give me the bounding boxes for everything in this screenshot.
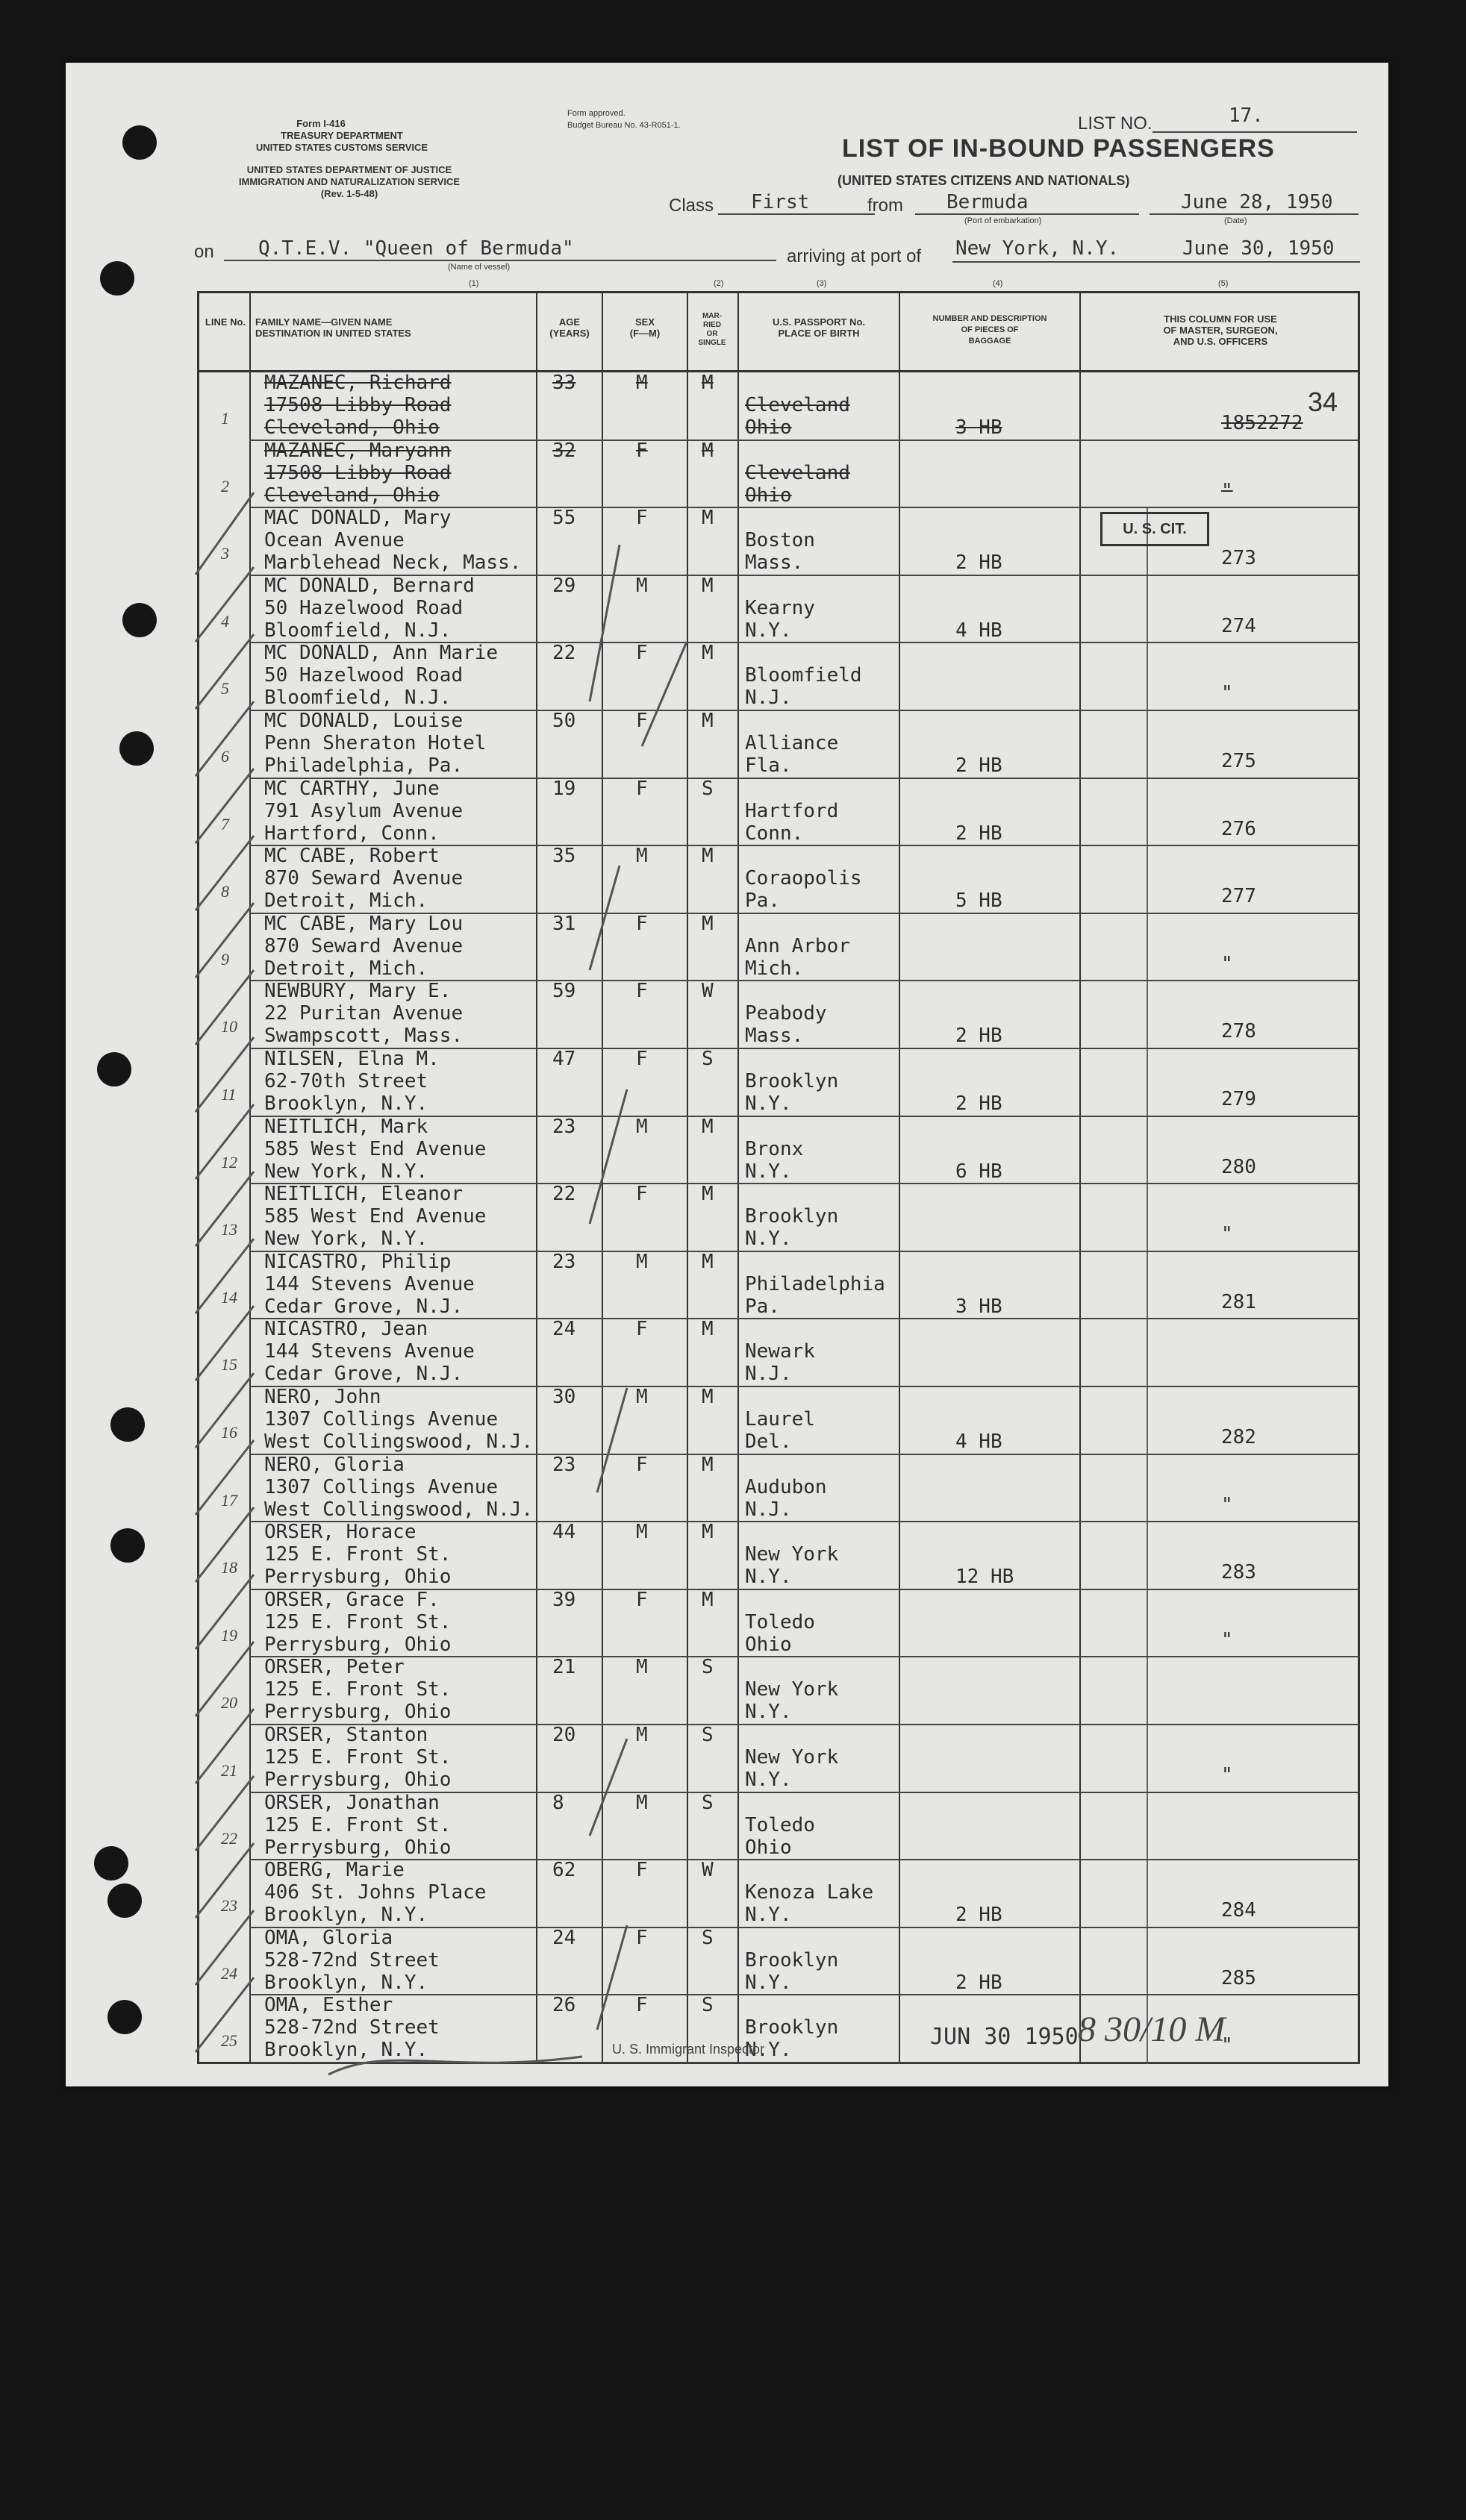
passenger-age: 55 [552, 507, 576, 530]
passenger-name-address: MC CABE, Mary Lou 870 Seward Avenue Detroit, Mich. [264, 912, 464, 980]
officer-number: 277 [1221, 885, 1256, 908]
passenger-age: 50 [552, 710, 576, 732]
marital-status: M [702, 507, 714, 530]
marital-status: S [702, 1724, 714, 1746]
marital-status: S [702, 1791, 714, 1814]
passenger-name-address: OMA, Esther 528-72nd Street Brooklyn, N.Y. [264, 1994, 440, 2062]
line-number: 25 [221, 2031, 237, 2051]
passenger-sex: F [636, 912, 648, 935]
passenger-age: 24 [552, 1926, 576, 1949]
line-number: 2 [221, 476, 229, 495]
baggage: 2 HB [955, 1904, 1002, 1927]
line-number: 10 [221, 1017, 237, 1037]
marital-status: M [702, 1115, 714, 1138]
officer-number: " [1221, 1223, 1233, 1246]
marital-status: M [702, 574, 714, 597]
col-num: (3) [817, 279, 827, 288]
line-number: 7 [221, 814, 229, 834]
officer-number: 281 [1221, 1290, 1256, 1313]
place-of-birth: Peabody Mass. [745, 1002, 827, 1048]
passenger-sex: F [636, 1588, 648, 1611]
col-num: (1) [469, 279, 479, 288]
line-number: 11 [221, 1085, 237, 1104]
marital-status: M [702, 1250, 714, 1273]
officer-number: " [1221, 682, 1233, 705]
marital-status: M [702, 642, 714, 665]
passenger-name-address: MC CARTHY, June 791 Asylum Avenue Hartford, Conn. [264, 777, 464, 845]
passenger-age: 22 [552, 1183, 576, 1206]
place-of-birth: Cleveland Ohio [745, 461, 850, 507]
place-of-birth: New York N.Y. [745, 1678, 839, 1724]
passenger-sex: F [636, 1318, 648, 1341]
line-number: 20 [221, 1693, 237, 1713]
marital-status: S [702, 1656, 714, 1679]
line-number: 3 [221, 544, 229, 563]
passenger-sex: F [636, 1048, 648, 1070]
marital-status: S [702, 1994, 714, 2017]
line-number: 18 [221, 1558, 237, 1578]
passenger-sex: M [636, 1656, 648, 1679]
line-number: 22 [221, 1828, 237, 1848]
passenger-sex: F [636, 710, 648, 732]
passenger-sex: M [636, 1791, 648, 1814]
baggage: 3 HB [955, 416, 1002, 439]
officer-number: " [1221, 1628, 1233, 1651]
officer-number: " [1221, 1764, 1233, 1786]
passenger-age: 22 [552, 642, 576, 665]
passenger-name-address: MAZANEC, Richard 17508 Libby Road Cleveland, Ohio [264, 372, 452, 439]
passenger-age: 47 [552, 1048, 576, 1070]
place-of-birth: Hartford Conn. [745, 799, 839, 845]
col-num: (4) [993, 279, 1003, 288]
passenger-name-address: ORSER, Grace F. 125 E. Front St. Perrysburg, Ohio [264, 1588, 452, 1656]
passenger-sex: M [636, 574, 648, 597]
vessel-name: Q.T.E.V. "Queen of Bermuda" [258, 237, 574, 260]
agency-line: (Rev. 1-5-48) [320, 188, 378, 199]
baggage: 12 HB [955, 1566, 1014, 1589]
from-value: Bermuda [946, 191, 1029, 213]
line-number: 1 [221, 409, 229, 428]
marital-status: M [702, 912, 714, 935]
line-number: 13 [221, 1220, 237, 1239]
passenger-name-address: NERO, John 1307 Collings Avenue West Collingswood, N.J. [264, 1386, 534, 1453]
col-header-officers: THIS COLUMN FOR USE OF MASTER, SURGEON, AND U.S. OFFICERS [1163, 313, 1278, 347]
passenger-age: 20 [552, 1724, 576, 1746]
marital-status: M [702, 845, 714, 868]
passenger-sex: M [636, 1521, 648, 1544]
baggage: 2 HB [955, 551, 1002, 575]
officer-number: 276 [1221, 817, 1256, 840]
page-title: LIST OF IN-BOUND PASSENGERS [842, 134, 1275, 163]
officer-number: 278 [1221, 1020, 1256, 1043]
baggage: 3 HB [955, 1295, 1002, 1318]
list-no-label: LIST NO. [1078, 113, 1152, 134]
passenger-sex: M [636, 1115, 648, 1138]
passenger-age: 62 [552, 1859, 576, 1882]
officer-number: 275 [1221, 750, 1256, 772]
place-of-birth: Cleveland Ohio [745, 394, 850, 439]
line-number: 19 [221, 1625, 237, 1645]
place-of-birth: Philadelphia Pa. [745, 1272, 885, 1318]
place-of-birth: Laurel Del. [745, 1408, 815, 1453]
passenger-name-address: NICASTRO, Jean 144 Stevens Avenue Cedar Grove, N.J. [264, 1318, 475, 1386]
passenger-sex: F [636, 1926, 648, 1949]
passenger-name-address: NICASTRO, Philip 144 Stevens Avenue Cedar Grove, N.J. [264, 1250, 475, 1318]
budget-bureau: Budget Bureau No. 43-R051-1. [567, 121, 681, 130]
passenger-sex: F [636, 1994, 648, 2017]
marital-status: M [702, 1386, 714, 1408]
form-number: Form I-416 [296, 118, 346, 129]
passenger-name-address: MC DONALD, Louise Penn Sheraton Hotel Philadelphia, Pa. [264, 710, 487, 777]
passenger-name-address: ORSER, Jonathan 125 E. Front St. Perrysburg, Ohio [264, 1791, 452, 1859]
marital-status: M [702, 1521, 714, 1544]
place-of-birth: Brooklyn N.Y. [745, 1070, 839, 1115]
passenger-name-address: OBERG, Marie 406 St. Johns Place Brooklyn, N.Y. [264, 1859, 487, 1927]
passenger-sex: F [636, 777, 648, 800]
passenger-age: 21 [552, 1656, 576, 1679]
passenger-age: 33 [552, 372, 576, 394]
passenger-age: 23 [552, 1453, 576, 1476]
on-label: on [194, 242, 214, 262]
col-header-name: FAMILY NAME—GIVEN NAME DESTINATION IN UNITED STATES [255, 316, 411, 339]
col-header-baggage: NUMBER AND DESCRIPTION OF PIECES OF BAGGAGE [932, 314, 1047, 346]
passenger-age: 30 [552, 1386, 576, 1408]
marital-status: W [702, 980, 714, 1003]
marital-status: M [702, 1588, 714, 1611]
col-header-married: MAR- RIED OR SINGLE [698, 312, 726, 347]
arrival-port: New York, N.Y. [955, 237, 1120, 260]
passenger-name-address: MAZANEC, Maryann 17508 Libby Road Cleveland, Ohio [264, 439, 452, 507]
passenger-name-address: NERO, Gloria 1307 Collings Avenue West Collingswood, N.J. [264, 1453, 534, 1521]
vessel-caption: (Name of vessel) [448, 263, 511, 272]
handwritten-time: 8 30/10 M [1078, 2010, 1226, 2049]
line-number: 6 [221, 747, 229, 766]
line-number: 16 [221, 1423, 237, 1442]
passenger-sex: M [636, 1724, 648, 1746]
place-of-birth: Boston Mass. [745, 529, 815, 575]
officer-number: " [1221, 952, 1233, 975]
passenger-name-address: NEITLICH, Eleanor 585 West End Avenue New York, N.Y. [264, 1183, 487, 1251]
passenger-age: 26 [552, 1994, 576, 2017]
baggage: 2 HB [955, 754, 1002, 777]
agency-line: UNITED STATES CUSTOMS SERVICE [255, 142, 428, 153]
agency-line: TREASURY DEPARTMENT [281, 130, 403, 141]
line-number: 15 [221, 1355, 237, 1375]
passenger-sex: F [636, 1859, 648, 1882]
passenger-age: 8 [552, 1791, 564, 1814]
passenger-age: 19 [552, 777, 576, 800]
passenger-age: 35 [552, 845, 576, 868]
passenger-age: 23 [552, 1115, 576, 1138]
officer-number: 283 [1221, 1561, 1256, 1584]
baggage: 2 HB [955, 822, 1002, 845]
passenger-age: 23 [552, 1250, 576, 1273]
marital-status: M [702, 1183, 714, 1206]
passenger-sex: F [636, 642, 648, 665]
col-num: (2) [714, 279, 724, 288]
place-of-birth: New York N.Y. [745, 1746, 839, 1791]
marital-status: S [702, 1048, 714, 1070]
passenger-name-address: MC DONALD, Ann Marie 50 Hazelwood Road Bloomfield, N.J. [264, 642, 499, 710]
passenger-age: 32 [552, 439, 576, 462]
marital-status: M [702, 439, 714, 462]
passenger-sex: F [636, 980, 648, 1003]
passenger-sex: F [636, 439, 648, 462]
passenger-name-address: NEWBURY, Mary E. 22 Puritan Avenue Swampscott, Mass. [264, 980, 464, 1048]
passenger-sex: M [636, 845, 648, 868]
col-header-line: LINE No. [205, 316, 246, 328]
place-of-birth: Kenoza Lake N.Y. [745, 1881, 874, 1927]
passenger-sex: M [636, 1386, 648, 1408]
place-of-birth: Kearny N.Y. [745, 596, 815, 642]
col-num: (5) [1218, 279, 1229, 288]
line-number: 8 [221, 882, 229, 901]
officer-number: 279 [1221, 1088, 1256, 1110]
agency-line: UNITED STATES DEPARTMENT OF JUSTICE [246, 164, 452, 175]
date-caption: (Date) [1224, 216, 1247, 225]
place-of-birth: Alliance Fla. [745, 732, 839, 777]
baggage: 2 HB [955, 1025, 1002, 1048]
passenger-name-address: ORSER, Horace 125 E. Front St. Perrysburg, Ohio [264, 1521, 452, 1589]
agency-line: IMMIGRATION AND NATURALIZATION SERVICE [238, 176, 461, 187]
list-no-value: 17. [1229, 104, 1264, 127]
place-of-birth: Brooklyn N.Y. [745, 1205, 839, 1251]
page-subtitle: (UNITED STATES CITIZENS AND NATIONALS) [838, 173, 1130, 188]
line-number: 21 [221, 1761, 237, 1780]
passenger-name-address: MAC DONALD, Mary Ocean Avenue Marblehead Neck, Mass. [264, 507, 522, 575]
date-stamp: JUN 30 1950 [930, 2024, 1079, 2050]
passenger-sex: F [636, 1183, 648, 1206]
col-header-sex: SEX (F—M) [629, 316, 661, 339]
passenger-name-address: NEITLICH, Mark 585 West End Avenue New York, N.Y. [264, 1115, 487, 1183]
class-value: First [751, 191, 810, 213]
passenger-age: 44 [552, 1521, 576, 1544]
officer-number: " [1221, 1493, 1233, 1516]
passenger-sex: F [636, 1453, 648, 1476]
line-number: 24 [221, 1963, 237, 1983]
baggage: 4 HB [955, 619, 1002, 642]
passenger-age: 24 [552, 1318, 576, 1341]
place-of-birth: Coraopolis Pa. [745, 867, 862, 913]
passenger-age: 39 [552, 1588, 576, 1611]
officer-number: 274 [1221, 614, 1256, 637]
place-of-birth: Brooklyn N.Y. [745, 1948, 839, 1994]
officer-number: " [1221, 2034, 1233, 2057]
line-number: 4 [221, 611, 229, 631]
baggage: 2 HB [955, 1971, 1002, 1994]
form-approved: Form approved. [567, 109, 626, 118]
passenger-age: 59 [552, 980, 576, 1003]
officer-number: " [1221, 479, 1233, 502]
place-of-birth: Bronx N.Y. [745, 1137, 804, 1183]
place-of-birth: Newark N.J. [745, 1340, 815, 1386]
arrival-date: June 30, 1950 [1182, 237, 1335, 260]
baggage: 4 HB [955, 1431, 1002, 1453]
place-of-birth: New York N.Y. [745, 1543, 839, 1589]
baggage: 2 HB [955, 1092, 1002, 1115]
officer-number: 273 [1221, 547, 1256, 570]
passenger-name-address: OMA, Gloria 528-72nd Street Brooklyn, N.Y. [264, 1926, 440, 1994]
passenger-name-address: NILSEN, Elna M. 62-70th Street Brooklyn, N.Y. [264, 1048, 440, 1115]
date-from: June 28, 1950 [1181, 191, 1333, 213]
margin-number: 34 [1308, 387, 1338, 417]
col-header-age: AGE (YEARS) [549, 316, 590, 339]
baggage: 6 HB [955, 1160, 1002, 1183]
place-of-birth: Toledo Ohio [745, 1813, 815, 1859]
us-citizen-stamp: U. S. CIT. [1100, 512, 1209, 546]
passenger-age: 29 [552, 574, 576, 597]
line-number: 14 [221, 1287, 237, 1307]
arriving-label: arriving at port of [787, 246, 922, 266]
line-number: 17 [221, 1490, 237, 1510]
place-of-birth: Bloomfield N.J. [745, 664, 862, 710]
place-of-birth: Brooklyn N.Y. [745, 2016, 839, 2062]
officer-number: 284 [1221, 1899, 1256, 1922]
passenger-sex: M [636, 1250, 648, 1273]
passenger-sex: M [636, 372, 648, 394]
passenger-sex: F [636, 507, 648, 530]
marital-status: S [702, 1926, 714, 1949]
from-label: from [867, 196, 903, 216]
passenger-name-address: ORSER, Stanton 125 E. Front St. Perrysburg, Ohio [264, 1724, 452, 1791]
passenger-name-address: ORSER, Peter 125 E. Front St. Perrysburg, Ohio [264, 1656, 452, 1724]
line-number: 9 [221, 949, 229, 969]
line-number: 23 [221, 1896, 237, 1916]
check-mark [196, 493, 254, 575]
marital-status: S [702, 777, 714, 800]
passenger-name-address: MC DONALD, Bernard 50 Hazelwood Road Bloomfield, N.J. [264, 574, 475, 642]
marital-status: M [702, 372, 714, 394]
marital-status: M [702, 1453, 714, 1476]
inspector-line: U. S. Immigrant Inspector [612, 2042, 765, 2057]
line-number: 5 [221, 679, 229, 698]
officer-number: 285 [1221, 1966, 1256, 1989]
passenger-age: 31 [552, 912, 576, 935]
passenger-name-address: MC CABE, Robert 870 Seward Avenue Detroit, Mich. [264, 845, 464, 913]
col-header-passport: U.S. PASSPORT No. PLACE OF BIRTH [773, 316, 865, 339]
officer-number: 1852272 [1221, 412, 1303, 434]
marital-status: M [702, 1318, 714, 1341]
officer-number: 280 [1221, 1155, 1256, 1178]
officer-number: 282 [1221, 1426, 1256, 1448]
place-of-birth: Audubon N.J. [745, 1475, 827, 1521]
place-of-birth: Toledo Ohio [745, 1610, 815, 1656]
marital-status: W [702, 1859, 714, 1882]
port-embark-caption: (Port of embarkation) [964, 216, 1042, 225]
marital-status: M [702, 710, 714, 732]
place-of-birth: Ann Arbor Mich. [745, 934, 850, 980]
line-number: 12 [221, 1152, 237, 1172]
class-label: Class [669, 196, 714, 216]
baggage: 5 HB [955, 889, 1002, 913]
